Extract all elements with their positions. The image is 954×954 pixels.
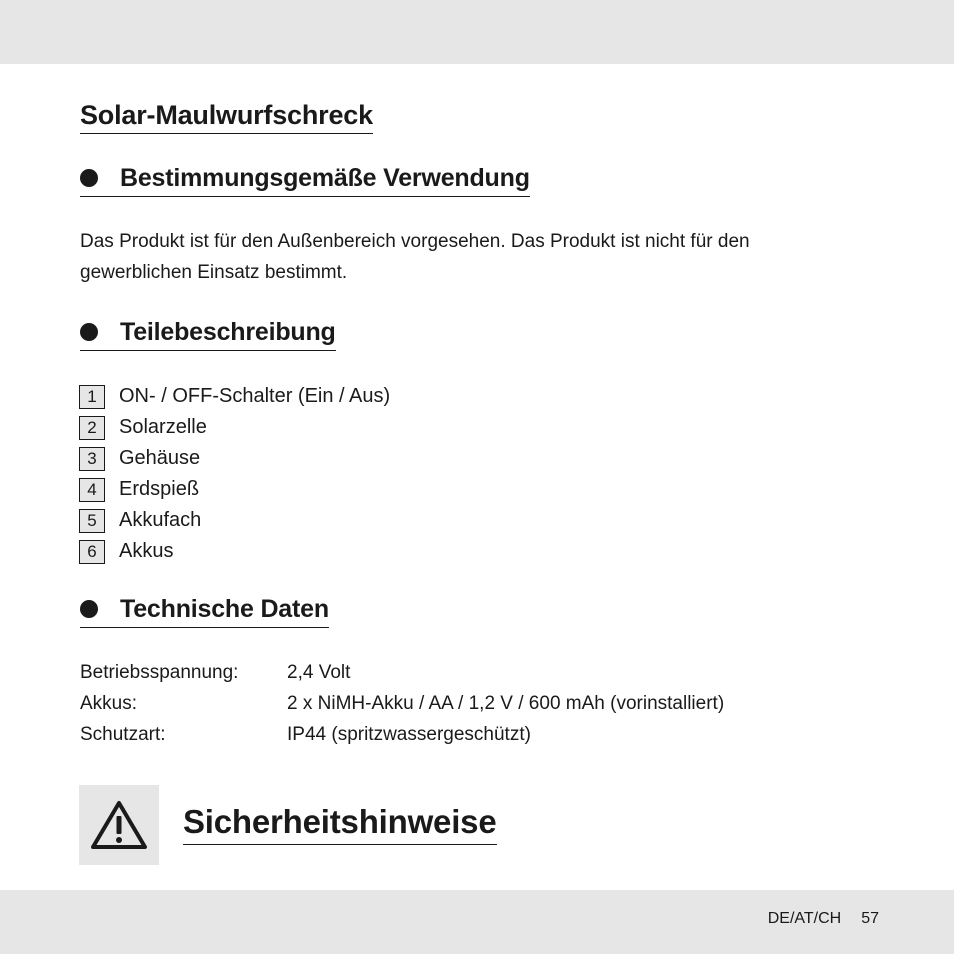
bullet-icon [80,169,98,187]
part-label: Akkus [119,540,174,562]
warning-triangle-icon [90,799,148,851]
list-item [79,443,390,474]
bullet-icon [80,600,98,618]
part-label: Akkufach [119,509,202,531]
document-title: Solar-Maulwurfschreck [80,98,373,134]
intended-use-text: Das Produkt ist für den Außenbereich vorgesehen. Das Produkt ist nicht für den gewerblichen Einsatz bestimmt. [80,231,750,283]
tech-data-table [80,657,724,750]
section-title: Technische Daten [120,595,329,623]
table-row [80,657,724,688]
part-label: Gehäuse [119,447,201,469]
list-item [79,505,390,536]
list-item [79,381,390,412]
footer-region: DE/AT/CH [767,910,842,927]
section-header-parts [80,315,336,351]
part-label: ON- / OFF-Schalter (Ein / Aus) [119,385,391,407]
section-title: Teilebeschreibung [120,318,336,346]
parts-list [79,381,390,567]
page-footer [768,910,879,928]
list-item [79,412,390,443]
safety-heading: Sicherheitshinweise [183,800,497,845]
page-number: 57 [861,910,879,927]
part-number-badge: 1 [79,385,105,409]
part-label: Erdspieß [119,478,200,500]
spec-label: Betriebsspannung: [80,661,239,683]
spec-value: 2 x NiMH-Akku / AA / 1,2 V / 600 mAh (vorinstalliert) [287,692,725,714]
part-number-badge: 5 [79,509,105,533]
section-title: Bestimmungsgemäße Verwendung [120,164,530,192]
part-number-badge: 3 [79,447,105,471]
spec-label: Akkus: [80,692,138,714]
spec-label: Schutzart: [80,723,166,745]
bullet-icon [80,323,98,341]
spec-value: IP44 (spritzwassergeschützt) [287,723,531,745]
table-row [80,688,724,719]
part-number-badge: 4 [79,478,105,502]
section-header-tech-data [80,592,329,628]
part-label: Solarzelle [119,416,207,438]
top-bar [0,0,954,64]
section-header-intended-use [80,161,530,197]
part-number-badge: 2 [79,416,105,440]
list-item [79,536,390,567]
spec-value: 2,4 Volt [287,661,351,683]
part-number-badge: 6 [79,540,105,564]
list-item [79,474,390,505]
warning-box [79,785,159,865]
table-row [80,719,724,750]
